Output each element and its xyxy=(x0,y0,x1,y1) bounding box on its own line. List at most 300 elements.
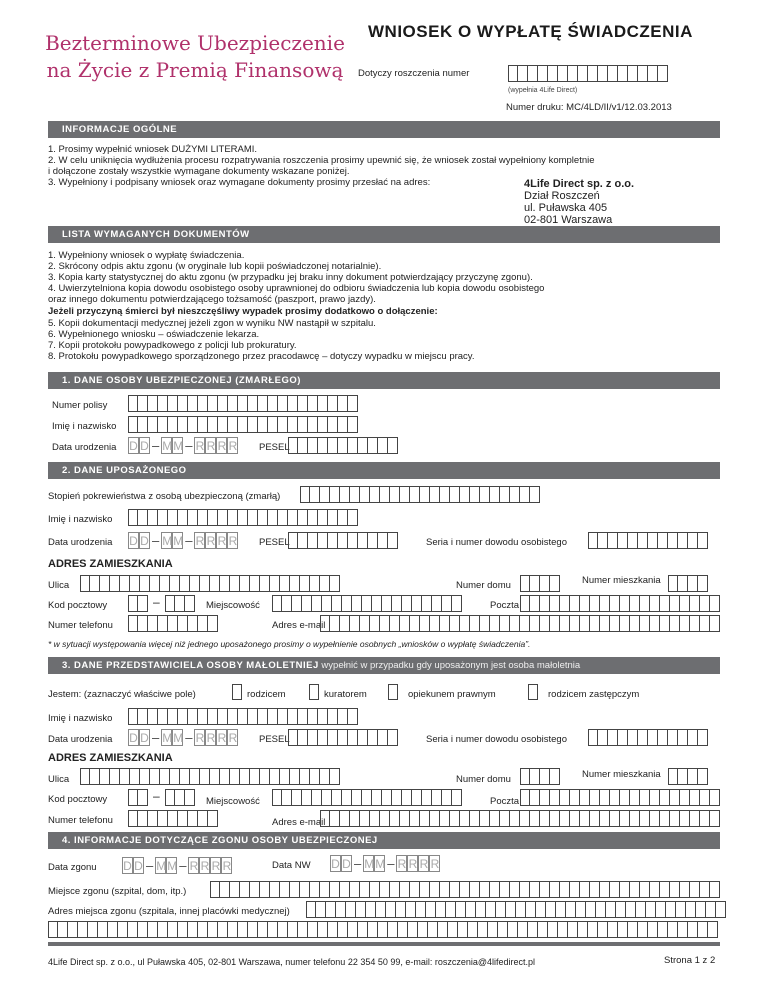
char-box[interactable] xyxy=(270,881,280,898)
char-box[interactable] xyxy=(432,789,442,806)
char-box[interactable] xyxy=(240,881,250,898)
rep-pesel-field[interactable] xyxy=(288,729,398,746)
char-box[interactable] xyxy=(248,416,258,433)
char-box[interactable] xyxy=(300,881,310,898)
char-box[interactable] xyxy=(362,789,372,806)
insured-pesel-field[interactable] xyxy=(288,437,398,454)
char-box[interactable] xyxy=(700,615,710,632)
char-box[interactable] xyxy=(330,881,340,898)
date-char-box[interactable]: R xyxy=(217,439,227,453)
char-box[interactable] xyxy=(608,65,618,82)
rep-zip-field-1[interactable] xyxy=(128,789,148,806)
insured-dob-field[interactable] xyxy=(128,437,238,454)
char-box[interactable] xyxy=(238,708,248,725)
char-box[interactable] xyxy=(520,810,530,827)
char-box[interactable] xyxy=(210,881,220,898)
char-box[interactable] xyxy=(568,65,578,82)
char-box[interactable] xyxy=(550,615,560,632)
char-box[interactable] xyxy=(630,810,640,827)
char-box[interactable] xyxy=(638,921,648,938)
char-box[interactable] xyxy=(548,65,558,82)
char-box[interactable] xyxy=(218,921,228,938)
char-box[interactable] xyxy=(668,729,678,746)
char-box[interactable] xyxy=(310,768,320,785)
char-box[interactable] xyxy=(238,509,248,526)
char-box[interactable] xyxy=(368,729,378,746)
char-box[interactable] xyxy=(148,810,158,827)
char-box[interactable] xyxy=(228,708,238,725)
char-box[interactable] xyxy=(168,395,178,412)
char-box[interactable] xyxy=(148,395,158,412)
city-field[interactable] xyxy=(272,595,462,612)
char-box[interactable] xyxy=(302,789,312,806)
char-box[interactable] xyxy=(282,789,292,806)
char-box[interactable] xyxy=(540,881,550,898)
char-box[interactable] xyxy=(670,810,680,827)
char-box[interactable] xyxy=(288,921,298,938)
char-box[interactable] xyxy=(356,901,366,918)
char-box[interactable] xyxy=(338,729,348,746)
char-box[interactable] xyxy=(480,881,490,898)
char-box[interactable] xyxy=(388,729,398,746)
char-box[interactable] xyxy=(350,881,360,898)
char-box[interactable] xyxy=(318,532,328,549)
char-box[interactable] xyxy=(158,615,168,632)
date-char-box[interactable]: M xyxy=(162,731,173,745)
char-box[interactable] xyxy=(188,416,198,433)
char-box[interactable] xyxy=(130,575,140,592)
char-box[interactable] xyxy=(100,575,110,592)
char-box[interactable] xyxy=(318,437,328,454)
char-box[interactable] xyxy=(600,595,610,612)
date-char-box[interactable]: D xyxy=(123,859,132,873)
char-box[interactable] xyxy=(570,615,580,632)
char-box[interactable] xyxy=(368,921,378,938)
date-char-box[interactable]: R xyxy=(206,534,216,548)
char-box[interactable] xyxy=(496,901,506,918)
char-box[interactable] xyxy=(168,416,178,433)
char-box[interactable] xyxy=(406,901,416,918)
char-box[interactable] xyxy=(218,509,228,526)
char-box[interactable] xyxy=(610,810,620,827)
char-box[interactable] xyxy=(188,615,198,632)
char-box[interactable] xyxy=(240,768,250,785)
char-box[interactable] xyxy=(292,595,302,612)
char-box[interactable] xyxy=(560,881,570,898)
char-box[interactable] xyxy=(646,901,656,918)
char-box[interactable] xyxy=(350,486,360,503)
char-box[interactable] xyxy=(540,789,550,806)
char-box[interactable] xyxy=(630,881,640,898)
char-box[interactable] xyxy=(580,595,590,612)
char-box[interactable] xyxy=(690,595,700,612)
char-box[interactable] xyxy=(628,921,638,938)
beneficiary-pesel-field[interactable] xyxy=(288,532,398,549)
char-box[interactable] xyxy=(328,729,338,746)
char-box[interactable] xyxy=(396,901,406,918)
char-box[interactable] xyxy=(270,575,280,592)
date-char-box[interactable]: R xyxy=(195,731,205,745)
date-char-box[interactable]: M xyxy=(162,439,173,453)
char-box[interactable] xyxy=(530,575,540,592)
char-box[interactable] xyxy=(362,595,372,612)
char-box[interactable] xyxy=(520,615,530,632)
char-box[interactable] xyxy=(378,532,388,549)
char-box[interactable] xyxy=(200,575,210,592)
char-box[interactable] xyxy=(318,509,328,526)
char-box[interactable] xyxy=(440,881,450,898)
char-box[interactable] xyxy=(430,486,440,503)
char-box[interactable] xyxy=(188,395,198,412)
char-box[interactable] xyxy=(476,901,486,918)
char-box[interactable] xyxy=(610,595,620,612)
char-box[interactable] xyxy=(326,901,336,918)
char-box[interactable] xyxy=(688,768,698,785)
char-box[interactable] xyxy=(160,575,170,592)
char-box[interactable] xyxy=(420,810,430,827)
char-box[interactable] xyxy=(440,615,450,632)
char-box[interactable] xyxy=(608,921,618,938)
house-number-field[interactable] xyxy=(520,575,560,592)
char-box[interactable] xyxy=(620,881,630,898)
char-box[interactable] xyxy=(620,595,630,612)
char-box[interactable] xyxy=(566,901,576,918)
char-box[interactable] xyxy=(348,729,358,746)
char-box[interactable] xyxy=(170,768,180,785)
char-box[interactable] xyxy=(680,810,690,827)
char-box[interactable] xyxy=(670,881,680,898)
char-box[interactable] xyxy=(438,921,448,938)
char-box[interactable] xyxy=(598,65,608,82)
char-box[interactable] xyxy=(328,416,338,433)
date-char-box[interactable]: D xyxy=(129,439,138,453)
char-box[interactable] xyxy=(310,881,320,898)
char-box[interactable] xyxy=(320,881,330,898)
char-box[interactable] xyxy=(460,881,470,898)
char-box[interactable] xyxy=(390,615,400,632)
char-box[interactable] xyxy=(658,65,668,82)
char-box[interactable] xyxy=(268,395,278,412)
char-box[interactable] xyxy=(450,881,460,898)
char-box[interactable] xyxy=(510,615,520,632)
char-box[interactable] xyxy=(138,509,148,526)
char-box[interactable] xyxy=(158,708,168,725)
char-box[interactable] xyxy=(678,921,688,938)
char-box[interactable] xyxy=(580,615,590,632)
char-box[interactable] xyxy=(288,509,298,526)
char-box[interactable] xyxy=(430,810,440,827)
char-box[interactable] xyxy=(340,881,350,898)
char-box[interactable] xyxy=(308,509,318,526)
char-box[interactable] xyxy=(436,901,446,918)
char-box[interactable] xyxy=(165,789,175,806)
char-box[interactable] xyxy=(378,921,388,938)
date-char-box[interactable]: R xyxy=(200,859,210,873)
char-box[interactable] xyxy=(456,901,466,918)
char-box[interactable] xyxy=(240,575,250,592)
char-box[interactable] xyxy=(650,810,660,827)
char-box[interactable] xyxy=(520,881,530,898)
char-box[interactable] xyxy=(382,595,392,612)
char-box[interactable] xyxy=(198,395,208,412)
char-box[interactable] xyxy=(578,921,588,938)
char-box[interactable] xyxy=(178,708,188,725)
date-char-box[interactable]: R xyxy=(211,859,221,873)
char-box[interactable] xyxy=(320,575,330,592)
char-box[interactable] xyxy=(380,810,390,827)
char-box[interactable] xyxy=(540,615,550,632)
char-box[interactable] xyxy=(346,901,356,918)
char-box[interactable] xyxy=(550,575,560,592)
char-box[interactable] xyxy=(460,615,470,632)
char-box[interactable] xyxy=(526,901,536,918)
char-box[interactable] xyxy=(678,729,688,746)
char-box[interactable] xyxy=(320,768,330,785)
char-box[interactable] xyxy=(330,486,340,503)
char-box[interactable] xyxy=(138,416,148,433)
date-char-box[interactable]: M xyxy=(173,731,184,745)
date-char-box[interactable]: D xyxy=(129,731,138,745)
char-box[interactable] xyxy=(58,921,68,938)
char-box[interactable] xyxy=(158,810,168,827)
rep-dob-field[interactable] xyxy=(128,729,238,746)
char-box[interactable] xyxy=(340,810,350,827)
char-box[interactable] xyxy=(298,532,308,549)
char-box[interactable] xyxy=(270,768,280,785)
char-box[interactable] xyxy=(660,595,670,612)
char-box[interactable] xyxy=(158,509,168,526)
checkbox-legal-guardian[interactable] xyxy=(388,684,398,700)
char-box[interactable] xyxy=(698,921,708,938)
char-box[interactable] xyxy=(348,532,358,549)
char-box[interactable] xyxy=(528,921,538,938)
char-box[interactable] xyxy=(520,486,530,503)
char-box[interactable] xyxy=(416,901,426,918)
char-box[interactable] xyxy=(488,921,498,938)
char-box[interactable] xyxy=(298,395,308,412)
zip-field-2[interactable] xyxy=(165,595,195,612)
char-box[interactable] xyxy=(520,768,530,785)
char-box[interactable] xyxy=(208,708,218,725)
char-box[interactable] xyxy=(210,768,220,785)
char-box[interactable] xyxy=(332,595,342,612)
char-box[interactable] xyxy=(80,768,90,785)
char-box[interactable] xyxy=(370,615,380,632)
char-box[interactable] xyxy=(452,595,462,612)
char-box[interactable] xyxy=(610,615,620,632)
char-box[interactable] xyxy=(168,810,178,827)
char-box[interactable] xyxy=(298,437,308,454)
char-box[interactable] xyxy=(350,615,360,632)
char-box[interactable] xyxy=(288,395,298,412)
char-box[interactable] xyxy=(360,615,370,632)
date-char-box[interactable]: R xyxy=(217,534,227,548)
char-box[interactable] xyxy=(308,532,318,549)
char-box[interactable] xyxy=(128,810,138,827)
char-box[interactable] xyxy=(306,901,316,918)
char-box[interactable] xyxy=(392,789,402,806)
char-box[interactable] xyxy=(258,509,268,526)
char-box[interactable] xyxy=(158,395,168,412)
char-box[interactable] xyxy=(670,615,680,632)
char-box[interactable] xyxy=(298,416,308,433)
char-box[interactable] xyxy=(600,881,610,898)
char-box[interactable] xyxy=(316,901,326,918)
char-box[interactable] xyxy=(308,708,318,725)
char-box[interactable] xyxy=(178,615,188,632)
char-box[interactable] xyxy=(610,881,620,898)
char-box[interactable] xyxy=(560,810,570,827)
char-box[interactable] xyxy=(168,708,178,725)
char-box[interactable] xyxy=(158,921,168,938)
char-box[interactable] xyxy=(556,901,566,918)
char-box[interactable] xyxy=(178,395,188,412)
street-field[interactable] xyxy=(80,575,340,592)
char-box[interactable] xyxy=(428,921,438,938)
char-box[interactable] xyxy=(666,901,676,918)
char-box[interactable] xyxy=(308,437,318,454)
char-box[interactable] xyxy=(590,789,600,806)
char-box[interactable] xyxy=(710,810,720,827)
char-box[interactable] xyxy=(298,729,308,746)
char-box[interactable] xyxy=(700,789,710,806)
char-box[interactable] xyxy=(198,921,208,938)
char-box[interactable] xyxy=(382,789,392,806)
char-box[interactable] xyxy=(198,708,208,725)
claim-number-field[interactable] xyxy=(508,65,668,82)
char-box[interactable] xyxy=(710,615,720,632)
char-box[interactable] xyxy=(358,532,368,549)
char-box[interactable] xyxy=(688,729,698,746)
date-char-box[interactable]: R xyxy=(206,439,216,453)
char-box[interactable] xyxy=(422,595,432,612)
char-box[interactable] xyxy=(228,416,238,433)
char-box[interactable] xyxy=(530,595,540,612)
char-box[interactable] xyxy=(250,881,260,898)
char-box[interactable] xyxy=(185,789,195,806)
char-box[interactable] xyxy=(158,416,168,433)
char-box[interactable] xyxy=(686,901,696,918)
char-box[interactable] xyxy=(298,509,308,526)
char-box[interactable] xyxy=(368,437,378,454)
char-box[interactable] xyxy=(188,509,198,526)
char-box[interactable] xyxy=(678,768,688,785)
char-box[interactable] xyxy=(378,729,388,746)
char-box[interactable] xyxy=(318,416,328,433)
date-char-box[interactable]: D xyxy=(342,857,351,871)
date-char-box[interactable]: R xyxy=(217,731,227,745)
char-box[interactable] xyxy=(608,532,618,549)
char-box[interactable] xyxy=(660,615,670,632)
char-box[interactable] xyxy=(600,615,610,632)
char-box[interactable] xyxy=(378,437,388,454)
char-box[interactable] xyxy=(140,768,150,785)
char-box[interactable] xyxy=(680,789,690,806)
char-box[interactable] xyxy=(570,595,580,612)
char-box[interactable] xyxy=(258,921,268,938)
char-box[interactable] xyxy=(320,810,330,827)
date-char-box[interactable]: R xyxy=(397,857,407,871)
char-box[interactable] xyxy=(678,532,688,549)
char-box[interactable] xyxy=(452,789,462,806)
char-box[interactable] xyxy=(348,509,358,526)
char-box[interactable] xyxy=(390,486,400,503)
char-box[interactable] xyxy=(370,486,380,503)
char-box[interactable] xyxy=(370,810,380,827)
char-box[interactable] xyxy=(630,615,640,632)
char-box[interactable] xyxy=(272,595,282,612)
char-box[interactable] xyxy=(480,486,490,503)
char-box[interactable] xyxy=(292,789,302,806)
char-box[interactable] xyxy=(530,789,540,806)
char-box[interactable] xyxy=(690,881,700,898)
char-box[interactable] xyxy=(208,615,218,632)
char-box[interactable] xyxy=(340,615,350,632)
char-box[interactable] xyxy=(640,881,650,898)
char-box[interactable] xyxy=(410,486,420,503)
char-box[interactable] xyxy=(656,901,666,918)
checkbox-foster-parent[interactable] xyxy=(528,684,538,700)
char-box[interactable] xyxy=(440,810,450,827)
char-box[interactable] xyxy=(628,532,638,549)
char-box[interactable] xyxy=(710,881,720,898)
char-box[interactable] xyxy=(358,729,368,746)
rep-id-field[interactable] xyxy=(588,729,708,746)
char-box[interactable] xyxy=(278,509,288,526)
char-box[interactable] xyxy=(470,810,480,827)
char-box[interactable] xyxy=(330,615,340,632)
char-box[interactable] xyxy=(168,509,178,526)
char-box[interactable] xyxy=(150,575,160,592)
char-box[interactable] xyxy=(370,881,380,898)
char-box[interactable] xyxy=(530,486,540,503)
char-box[interactable] xyxy=(360,881,370,898)
char-box[interactable] xyxy=(338,509,348,526)
char-box[interactable] xyxy=(188,708,198,725)
char-box[interactable] xyxy=(430,615,440,632)
char-box[interactable] xyxy=(278,416,288,433)
char-box[interactable] xyxy=(318,395,328,412)
char-box[interactable] xyxy=(508,921,518,938)
char-box[interactable] xyxy=(510,810,520,827)
char-box[interactable] xyxy=(110,575,120,592)
char-box[interactable] xyxy=(148,921,158,938)
char-box[interactable] xyxy=(680,881,690,898)
char-box[interactable] xyxy=(450,486,460,503)
char-box[interactable] xyxy=(606,901,616,918)
beneficiary-id-field[interactable] xyxy=(588,532,708,549)
char-box[interactable] xyxy=(576,901,586,918)
char-box[interactable] xyxy=(442,595,452,612)
char-box[interactable] xyxy=(470,881,480,898)
char-box[interactable] xyxy=(688,575,698,592)
char-box[interactable] xyxy=(410,881,420,898)
date-char-box[interactable]: M xyxy=(167,859,178,873)
char-box[interactable] xyxy=(410,615,420,632)
char-box[interactable] xyxy=(698,729,708,746)
char-box[interactable] xyxy=(540,575,550,592)
char-box[interactable] xyxy=(450,615,460,632)
rep-email-field[interactable] xyxy=(320,810,720,827)
char-box[interactable] xyxy=(128,789,138,806)
char-box[interactable] xyxy=(220,575,230,592)
char-box[interactable] xyxy=(560,789,570,806)
char-box[interactable] xyxy=(390,881,400,898)
char-box[interactable] xyxy=(185,595,195,612)
char-box[interactable] xyxy=(260,881,270,898)
char-box[interactable] xyxy=(508,65,518,82)
char-box[interactable] xyxy=(710,789,720,806)
